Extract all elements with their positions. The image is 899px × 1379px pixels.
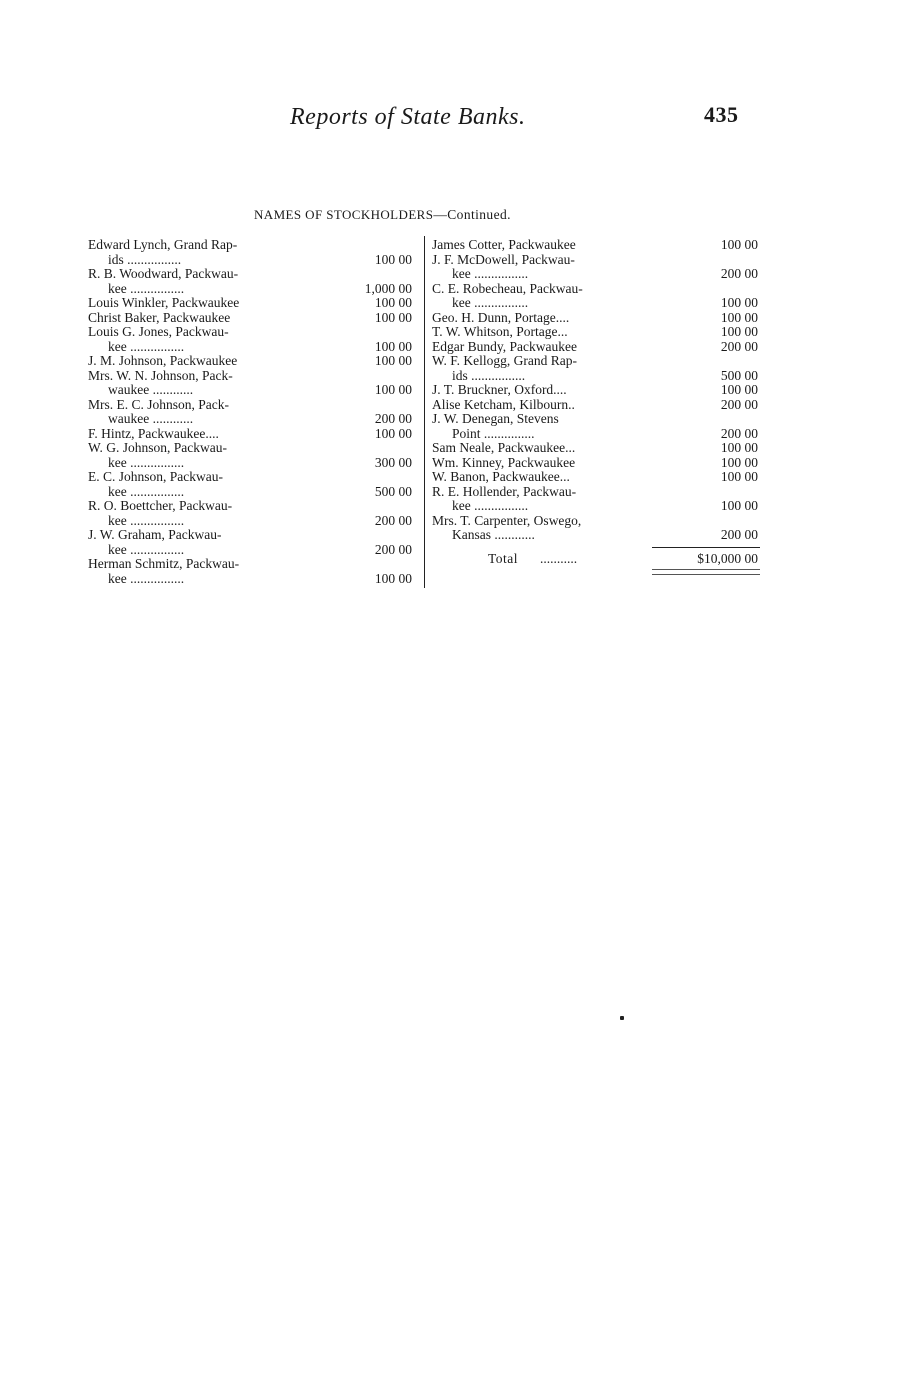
stockholder-name: Alise Ketcham, Kilbourn..: [432, 397, 575, 412]
stockholder-entry: [432, 485, 762, 514]
stockholder-name-continued: waukee ............: [108, 412, 194, 426]
running-head: [0, 104, 899, 138]
stockholder-entry: [432, 441, 762, 456]
stock-amount: 100 00: [374, 570, 412, 586]
stockholder-name-continued: kee ................: [108, 281, 185, 296]
stock-amount: 500 00: [374, 483, 412, 499]
column-divider: [424, 236, 425, 588]
stockholder-name: James Cotter, Packwaukee: [432, 238, 576, 252]
stockholder-name: Herman Schmitz, Packwau-: [88, 557, 240, 571]
stockholder-name: Louis G. Jones, Packwau-: [88, 325, 229, 339]
stockholder-entry: [88, 528, 418, 557]
ink-speck: [620, 1016, 624, 1020]
stockholder-name-continued: ids ................: [108, 252, 182, 267]
stockholder-name: Edward Lynch, Grand Rap-: [88, 238, 238, 252]
stockholder-name: J. T. Bruckner, Oxford....: [432, 383, 567, 397]
stock-amount: 1,000 00: [364, 280, 412, 296]
stockholder-name: E. C. Johnson, Packwau-: [88, 470, 223, 484]
stock-amount: 200 00: [374, 512, 412, 528]
stock-amount: 200 00: [720, 266, 758, 281]
stockholder-name: J. M. Johnson, Packwaukee: [88, 354, 238, 368]
stock-amount: 100 00: [374, 338, 412, 354]
stockholder-name-continued: kee ................: [108, 339, 185, 354]
stockholder-entry: [88, 470, 418, 499]
stock-amount: 100 00: [720, 454, 758, 470]
stockholder-entry: [88, 354, 418, 369]
stockholder-name: W. G. Johnson, Packwau-: [88, 441, 227, 455]
total-amount: $10,000 00: [697, 550, 758, 566]
stock-amount: 200 00: [374, 541, 412, 557]
stock-amount: 100 00: [720, 309, 758, 325]
stockholder-name: Mrs. W. N. Johnson, Pack-: [88, 368, 233, 383]
stock-amount: 100 00: [374, 382, 412, 397]
stockholder-name-continued: kee ................: [108, 455, 185, 470]
stockholder-entry: [432, 470, 762, 485]
stock-amount: 200 00: [374, 411, 412, 426]
stockholder-entry: [88, 398, 418, 427]
stock-amount: 100 00: [374, 295, 412, 310]
stockholder-entry: [432, 398, 762, 413]
stockholder-entry: [88, 267, 418, 296]
total-leader-dots: ...........: [540, 550, 578, 566]
stockholder-name-continued: Point ...............: [452, 426, 535, 441]
stockholder-entry: [432, 311, 762, 326]
stockholder-name: Wm. Kinney, Packwaukee: [432, 455, 576, 470]
stockholder-name: Christ Baker, Packwaukee: [88, 310, 231, 325]
stockholder-name: C. E. Robecheau, Packwau-: [432, 281, 583, 296]
section-heading: [254, 207, 511, 223]
stockholder-entry: [88, 427, 418, 442]
stockholder-entry: [432, 238, 762, 253]
stockholder-entry: [432, 282, 762, 311]
stock-amount: 200 00: [720, 396, 758, 412]
stockholder-entry: [432, 412, 762, 441]
stockholder-name-continued: kee ................: [108, 542, 185, 557]
stockholder-name: J. F. McDowell, Packwau-: [432, 252, 575, 267]
stockholder-name-continued: waukee ............: [108, 383, 194, 397]
running-title: Reports of State Banks.: [290, 104, 526, 130]
stockholder-name: Mrs. T. Carpenter, Oswego,: [432, 513, 582, 528]
stockholder-name-continued: kee ................: [452, 296, 529, 310]
stockholder-entry: [432, 354, 762, 383]
stockholder-name-continued: kee ................: [108, 513, 185, 528]
stockholder-entry: [432, 456, 762, 471]
total-rule-top: [652, 547, 760, 548]
total-row: [432, 551, 762, 569]
stock-amount: 100 00: [720, 498, 758, 513]
stockholder-name-continued: ids ................: [452, 368, 526, 383]
stock-amount: 100 00: [720, 237, 758, 252]
stockholder-entry: [432, 325, 762, 340]
stockholder-name: Mrs. E. C. Johnson, Pack-: [88, 397, 229, 412]
stockholder-entry: [88, 238, 418, 267]
stock-amount: 100 00: [374, 353, 412, 368]
stockholder-entry: [432, 253, 762, 282]
section-heading-text: NAMES OF STOCKHOLDERS: [254, 207, 434, 222]
stock-amount: 200 00: [720, 527, 758, 542]
stock-amount: 100 00: [720, 469, 758, 484]
stock-amount: 200 00: [720, 425, 758, 441]
stockholder-name: R. O. Boettcher, Packwau-: [88, 499, 233, 513]
stockholder-name: F. Hintz, Packwaukee....: [88, 426, 219, 441]
stockholder-name: Geo. H. Dunn, Portage....: [432, 310, 570, 325]
stockholder-entry: [88, 369, 418, 398]
stock-amount: 100 00: [720, 382, 758, 397]
stock-amount: 100 00: [720, 324, 758, 339]
stockholder-entry: [432, 514, 762, 543]
page-number: 435: [704, 102, 739, 127]
stockholder-name-continued: kee ................: [108, 484, 185, 499]
stock-amount: 100 00: [720, 295, 758, 310]
stock-amount: 500 00: [720, 367, 758, 383]
stock-amount: 100 00: [374, 309, 412, 325]
stockholder-name: T. W. Whitson, Portage...: [432, 325, 568, 339]
stockholder-name-continued: Kansas ............: [452, 528, 535, 542]
stock-amount: 100 00: [374, 425, 412, 441]
total-double-rule: [652, 569, 760, 575]
stockholder-name: Edgar Bundy, Packwaukee: [432, 339, 577, 354]
stockholder-entry: [432, 340, 762, 355]
stock-amount: 300 00: [374, 454, 412, 470]
stockholder-name: R. E. Hollender, Packwau-: [432, 484, 577, 499]
stockholders-left-column: [88, 238, 418, 586]
stockholder-name-continued: kee ................: [108, 571, 185, 586]
stockholder-name: W. F. Kellogg, Grand Rap-: [432, 354, 578, 368]
stockholder-name-continued: kee ................: [452, 499, 529, 513]
stock-amount: 100 00: [374, 251, 412, 267]
stockholder-name: R. B. Woodward, Packwau-: [88, 267, 239, 281]
stockholder-name: Sam Neale, Packwaukee...: [432, 441, 576, 455]
stockholder-name: W. Banon, Packwaukee...: [432, 470, 570, 484]
stockholder-name: J. W. Graham, Packwau-: [88, 528, 222, 542]
stockholder-entry: [88, 296, 418, 311]
stockholder-name: J. W. Denegan, Stevens: [432, 412, 559, 426]
stockholder-entry: [88, 441, 418, 470]
section-heading-continued: —Continued.: [433, 207, 511, 222]
stock-amount: 200 00: [720, 338, 758, 354]
stockholder-entry: [88, 325, 418, 354]
total-label: Total: [488, 550, 519, 566]
stock-amount: 100 00: [720, 440, 758, 455]
stockholder-name: Louis Winkler, Packwaukee: [88, 296, 240, 310]
stockholder-entry: [88, 311, 418, 326]
stockholder-entry: [432, 383, 762, 398]
stockholder-name-continued: kee ................: [452, 267, 529, 281]
stockholders-right-column: [432, 238, 762, 569]
stockholder-entry: [88, 499, 418, 528]
stockholder-entry: [88, 557, 418, 586]
